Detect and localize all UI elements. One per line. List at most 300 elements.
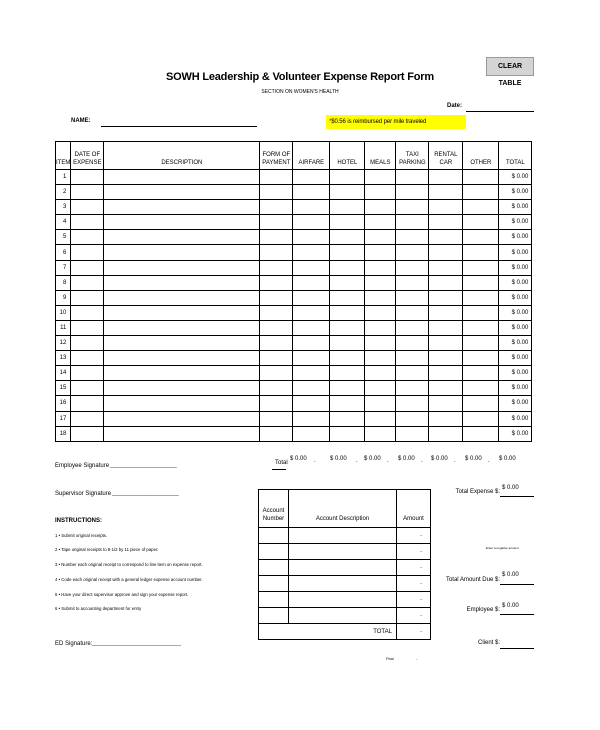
date-cell[interactable] [71, 320, 104, 335]
ed-signature-field[interactable]: ________________________________ [92, 641, 181, 647]
hotel-cell[interactable] [330, 215, 365, 230]
instruction-item: 6 • Submit to accounting department for entry [55, 606, 142, 611]
row-total-cell: $ 0.00 [499, 381, 532, 396]
airfare-cell[interactable] [293, 200, 330, 215]
row-total-cell: $ 0.00 [499, 260, 532, 275]
total-airfare: $ 0.00 [290, 456, 307, 462]
description-cell[interactable] [104, 260, 260, 275]
other-cell[interactable] [463, 170, 499, 185]
item-cell: 7 [56, 260, 71, 275]
meals-cell[interactable] [365, 275, 396, 290]
account-footnote: Final [386, 657, 394, 661]
page-subtitle: SECTION ON WOMEN'S HEALTH [261, 89, 339, 95]
account-row [259, 528, 431, 544]
airfare-cell[interactable] [293, 170, 330, 185]
col-item: ITEM [56, 142, 71, 170]
table-row [56, 260, 532, 275]
description-cell[interactable] [104, 381, 260, 396]
airfare-cell[interactable] [293, 411, 330, 426]
rental-cell[interactable] [429, 170, 463, 185]
rental-cell[interactable] [429, 411, 463, 426]
total-expense-value: $ 0.00 [502, 485, 519, 491]
table-row [56, 245, 532, 260]
col-acct-line2: Number [262, 516, 285, 522]
other-cell[interactable] [463, 275, 499, 290]
table-row [56, 320, 532, 335]
meals-cell[interactable] [365, 290, 396, 305]
totals-underline [272, 469, 286, 470]
table-row [56, 396, 532, 411]
date-cell[interactable] [71, 396, 104, 411]
account-number-cell[interactable] [259, 560, 289, 576]
col-account-description: Account Description [289, 490, 397, 528]
meals-cell[interactable] [365, 305, 396, 320]
row-total-cell: $ 0.00 [499, 305, 532, 320]
amount-cell: - [397, 544, 431, 560]
other-cell[interactable] [463, 290, 499, 305]
account-row [259, 608, 431, 624]
taxi-cell[interactable] [396, 170, 429, 185]
other-cell[interactable] [463, 200, 499, 215]
description-cell[interactable] [104, 411, 260, 426]
taxi-cell[interactable] [396, 245, 429, 260]
rental-cell[interactable] [429, 426, 463, 441]
payment-cell[interactable] [260, 426, 293, 441]
table-row [56, 185, 532, 200]
col-date [71, 142, 104, 170]
supervisor-signature-label: Supervisor Signature [55, 491, 112, 497]
rental-cell[interactable] [429, 305, 463, 320]
total-sep: . [421, 458, 423, 464]
payment-cell[interactable] [260, 366, 293, 381]
hotel-cell[interactable] [330, 200, 365, 215]
total-sep: . [356, 458, 358, 464]
item-cell: 13 [56, 351, 71, 366]
account-description-cell[interactable] [289, 608, 397, 624]
table-header-row [56, 142, 532, 170]
account-number-cell[interactable] [259, 528, 289, 544]
col-rental-car [429, 142, 463, 170]
client-amount-label: Client $: [477, 640, 500, 646]
mileage-notice [326, 115, 466, 129]
taxi-cell[interactable] [396, 396, 429, 411]
payment-cell[interactable] [260, 381, 293, 396]
meals-cell[interactable] [365, 260, 396, 275]
description-cell[interactable] [104, 245, 260, 260]
item-cell: 8 [56, 275, 71, 290]
date-cell[interactable] [71, 275, 104, 290]
col-form-line2: PAYMENT [262, 160, 291, 166]
description-cell[interactable] [104, 396, 260, 411]
account-number-cell[interactable] [259, 592, 289, 608]
account-description-cell[interactable] [289, 544, 397, 560]
total-meals: $ 0.00 [364, 456, 381, 462]
rental-cell[interactable] [429, 230, 463, 245]
meals-cell[interactable] [365, 170, 396, 185]
description-cell[interactable] [104, 351, 260, 366]
item-cell: 18 [56, 426, 71, 441]
payment-cell[interactable] [260, 275, 293, 290]
airfare-cell[interactable] [293, 366, 330, 381]
hotel-cell[interactable] [330, 230, 365, 245]
table-row [56, 426, 532, 441]
total-sep: . [387, 458, 389, 464]
col-date-line2: EXPENSE [73, 160, 102, 166]
instruction-item: 3 • Number each original receipt to correspond to line item on expense report. [55, 562, 203, 567]
item-cell: 16 [56, 396, 71, 411]
description-cell[interactable] [104, 170, 260, 185]
account-total-value: - [397, 624, 431, 640]
date-cell[interactable] [71, 260, 104, 275]
totals-label: Total [275, 460, 288, 466]
description-cell[interactable] [104, 336, 260, 351]
col-description: DESCRIPTION [104, 142, 260, 170]
other-cell[interactable] [463, 351, 499, 366]
payment-cell[interactable] [260, 245, 293, 260]
hotel-cell[interactable] [330, 366, 365, 381]
col-taxi-line1: TAXI [405, 152, 419, 158]
rental-cell[interactable] [429, 320, 463, 335]
date-label: Date: [447, 103, 463, 109]
meals-cell[interactable] [365, 215, 396, 230]
date-cell[interactable] [71, 200, 104, 215]
airfare-cell[interactable] [293, 351, 330, 366]
total-rental: $ 0.00 [431, 456, 448, 462]
account-row [259, 560, 431, 576]
item-cell: 5 [56, 230, 71, 245]
row-total-cell: $ 0.00 [499, 230, 532, 245]
hotel-cell[interactable] [330, 245, 365, 260]
meals-cell[interactable] [365, 230, 396, 245]
airfare-cell[interactable] [293, 305, 330, 320]
meals-cell[interactable] [365, 366, 396, 381]
airfare-cell[interactable] [293, 215, 330, 230]
description-cell[interactable] [104, 200, 260, 215]
total-expense-label: Total Expense $: [455, 489, 500, 495]
hotel-cell[interactable] [330, 396, 365, 411]
table-row [56, 290, 532, 305]
payment-cell[interactable] [260, 185, 293, 200]
account-number-cell[interactable] [259, 576, 289, 592]
airfare-cell[interactable] [293, 336, 330, 351]
employee-amount-line [500, 614, 534, 615]
table-row [56, 366, 532, 381]
airfare-cell[interactable] [293, 275, 330, 290]
col-taxi-line2: PARKING [399, 160, 426, 166]
taxi-cell[interactable] [396, 366, 429, 381]
date-cell[interactable] [71, 170, 104, 185]
rental-cell[interactable] [429, 275, 463, 290]
amount-due-line [500, 584, 534, 585]
taxi-cell[interactable] [396, 336, 429, 351]
airfare-cell[interactable] [293, 230, 330, 245]
row-total-cell: $ 0.00 [499, 351, 532, 366]
total-expense-line [500, 496, 534, 497]
meals-cell[interactable] [365, 411, 396, 426]
date-cell[interactable] [71, 411, 104, 426]
hotel-cell[interactable] [330, 260, 365, 275]
row-total-cell: $ 0.00 [499, 426, 532, 441]
col-date-line1: DATE OF [74, 152, 101, 158]
negative-amount-note: Enter a negative amount [486, 546, 519, 550]
taxi-cell[interactable] [396, 185, 429, 200]
taxi-cell[interactable] [396, 426, 429, 441]
item-cell: 4 [56, 215, 71, 230]
description-cell[interactable] [104, 230, 260, 245]
meals-cell[interactable] [365, 336, 396, 351]
rental-cell[interactable] [429, 366, 463, 381]
item-cell: 10 [56, 305, 71, 320]
account-number-cell[interactable] [259, 608, 289, 624]
other-cell[interactable] [463, 396, 499, 411]
other-cell[interactable] [463, 366, 499, 381]
payment-cell[interactable] [260, 320, 293, 335]
airfare-cell[interactable] [293, 396, 330, 411]
amount-cell: - [397, 608, 431, 624]
row-total-cell: $ 0.00 [499, 245, 532, 260]
taxi-cell[interactable] [396, 200, 429, 215]
table-row [56, 215, 532, 230]
meals-cell[interactable] [365, 200, 396, 215]
col-rental-line2: CAR [439, 160, 453, 166]
total-sep: . [314, 458, 316, 464]
total-sep: . [488, 458, 490, 464]
row-total-cell: $ 0.00 [499, 336, 532, 351]
hotel-cell[interactable] [330, 290, 365, 305]
description-cell[interactable] [104, 185, 260, 200]
expense-table [55, 141, 532, 442]
item-cell: 6 [56, 245, 71, 260]
amount-due-label: Total Amount Due $: [445, 577, 500, 583]
date-cell[interactable] [71, 215, 104, 230]
account-table [258, 489, 431, 640]
other-cell[interactable] [463, 381, 499, 396]
airfare-cell[interactable] [293, 320, 330, 335]
payment-cell[interactable] [260, 170, 293, 185]
taxi-cell[interactable] [396, 260, 429, 275]
other-cell[interactable] [463, 320, 499, 335]
total-sep: . [454, 458, 456, 464]
hotel-cell[interactable] [330, 426, 365, 441]
payment-cell[interactable] [260, 230, 293, 245]
airfare-cell[interactable] [293, 260, 330, 275]
other-cell[interactable] [463, 411, 499, 426]
employee-signature-field[interactable]: ________________________ [110, 463, 177, 469]
date-cell[interactable] [71, 366, 104, 381]
total-hotel: $ 0.00 [330, 456, 347, 462]
rental-cell[interactable] [429, 396, 463, 411]
payment-cell[interactable] [260, 305, 293, 320]
amount-cell: - [397, 528, 431, 544]
account-header-row [259, 490, 431, 528]
date-cell[interactable] [71, 245, 104, 260]
col-acct-line1: Account [262, 508, 285, 514]
name-field[interactable] [101, 126, 257, 127]
hotel-cell[interactable] [330, 275, 365, 290]
col-total: TOTAL [499, 142, 532, 170]
payment-cell[interactable] [260, 411, 293, 426]
taxi-cell[interactable] [396, 290, 429, 305]
row-total-cell: $ 0.00 [499, 366, 532, 381]
description-cell[interactable] [104, 290, 260, 305]
item-cell: 15 [56, 381, 71, 396]
meals-cell[interactable] [365, 245, 396, 260]
col-rental-line1: RENTAL [434, 152, 458, 158]
meals-cell[interactable] [365, 381, 396, 396]
taxi-cell[interactable] [396, 305, 429, 320]
col-meals: MEALS [365, 142, 396, 170]
col-amount: Amount [397, 490, 431, 528]
table-row [56, 170, 532, 185]
description-cell[interactable] [104, 305, 260, 320]
employee-amount-label: Employee $: [466, 607, 500, 613]
hotel-cell[interactable] [330, 351, 365, 366]
page-title: SOWH Leadership & Volunteer Expense Report Form [166, 71, 434, 83]
rental-cell[interactable] [429, 290, 463, 305]
hotel-cell[interactable] [330, 320, 365, 335]
col-account-number [259, 490, 289, 528]
meals-cell[interactable] [365, 351, 396, 366]
item-cell: 12 [56, 336, 71, 351]
amount-due-value: $ 0.00 [502, 572, 519, 578]
instructions-title: INSTRUCTIONS: [55, 518, 102, 524]
rental-cell[interactable] [429, 245, 463, 260]
account-number-cell[interactable] [259, 544, 289, 560]
other-cell[interactable] [463, 426, 499, 441]
ed-signature-label: ED Signature: [55, 641, 93, 647]
item-cell: 3 [56, 200, 71, 215]
date-cell[interactable] [71, 305, 104, 320]
payment-cell[interactable] [260, 290, 293, 305]
hotel-cell[interactable] [330, 336, 365, 351]
item-cell: 1 [56, 170, 71, 185]
row-total-cell: $ 0.00 [499, 411, 532, 426]
payment-cell[interactable] [260, 351, 293, 366]
other-cell[interactable] [463, 336, 499, 351]
other-cell[interactable] [463, 305, 499, 320]
item-cell: 14 [56, 366, 71, 381]
row-total-cell: $ 0.00 [499, 275, 532, 290]
payment-cell[interactable] [260, 215, 293, 230]
table-row [56, 336, 532, 351]
rental-cell[interactable] [429, 381, 463, 396]
item-cell: 2 [56, 185, 71, 200]
row-total-cell: $ 0.00 [499, 200, 532, 215]
item-cell: 9 [56, 290, 71, 305]
taxi-cell[interactable] [396, 320, 429, 335]
meals-cell[interactable] [365, 426, 396, 441]
date-cell[interactable] [71, 351, 104, 366]
employee-signature-label: Employee Signature [55, 463, 110, 469]
other-cell[interactable] [463, 215, 499, 230]
rental-cell[interactable] [429, 185, 463, 200]
amount-cell: - [397, 560, 431, 576]
row-total-cell: $ 0.00 [499, 185, 532, 200]
table-row [56, 411, 532, 426]
taxi-cell[interactable] [396, 230, 429, 245]
clear-table-button[interactable]: CLEAR TABLE [486, 57, 534, 76]
hotel-cell[interactable] [330, 185, 365, 200]
notice-text: $0.56 is reimbursed per mile traveled [331, 119, 427, 125]
taxi-cell[interactable] [396, 215, 429, 230]
description-cell[interactable] [104, 215, 260, 230]
date-cell[interactable] [71, 185, 104, 200]
description-cell[interactable] [104, 426, 260, 441]
row-total-cell: $ 0.00 [499, 290, 532, 305]
hotel-cell[interactable] [330, 381, 365, 396]
airfare-cell[interactable] [293, 290, 330, 305]
meals-cell[interactable] [365, 320, 396, 335]
airfare-cell[interactable] [293, 381, 330, 396]
date-cell[interactable] [71, 290, 104, 305]
employee-amount-value: $ 0.00 [502, 603, 519, 609]
meals-cell[interactable] [365, 396, 396, 411]
description-cell[interactable] [104, 320, 260, 335]
taxi-cell[interactable] [396, 351, 429, 366]
other-cell[interactable] [463, 260, 499, 275]
payment-cell[interactable] [260, 336, 293, 351]
total-other: $ 0.00 [465, 456, 482, 462]
name-label: NAME: [71, 118, 91, 124]
meals-cell[interactable] [365, 185, 396, 200]
airfare-cell[interactable] [293, 245, 330, 260]
rental-cell[interactable] [429, 200, 463, 215]
rental-cell[interactable] [429, 260, 463, 275]
taxi-cell[interactable] [396, 275, 429, 290]
description-cell[interactable] [104, 275, 260, 290]
date-cell[interactable] [71, 336, 104, 351]
airfare-cell[interactable] [293, 185, 330, 200]
payment-cell[interactable] [260, 396, 293, 411]
date-cell[interactable] [71, 426, 104, 441]
date-cell[interactable] [71, 381, 104, 396]
account-total-label: TOTAL [259, 624, 397, 640]
table-row [56, 351, 532, 366]
rental-cell[interactable] [429, 351, 463, 366]
table-row [56, 381, 532, 396]
account-row [259, 544, 431, 560]
payment-cell[interactable] [260, 200, 293, 215]
rental-cell[interactable] [429, 215, 463, 230]
account-total-row [259, 624, 431, 640]
col-other: OTHER [463, 142, 499, 170]
account-description-cell[interactable] [289, 576, 397, 592]
hotel-cell[interactable] [330, 170, 365, 185]
instruction-item: 5 • Have your direct supervisor approve and sign your expense report. [55, 592, 189, 597]
account-description-cell[interactable] [289, 560, 397, 576]
hotel-cell[interactable] [330, 411, 365, 426]
description-cell[interactable] [104, 366, 260, 381]
date-field[interactable] [466, 111, 534, 112]
date-cell[interactable] [71, 230, 104, 245]
payment-cell[interactable] [260, 260, 293, 275]
hotel-cell[interactable] [330, 305, 365, 320]
other-cell[interactable] [463, 185, 499, 200]
airfare-cell[interactable] [293, 426, 330, 441]
account-row [259, 576, 431, 592]
account-description-cell[interactable] [289, 592, 397, 608]
other-cell[interactable] [463, 230, 499, 245]
other-cell[interactable] [463, 245, 499, 260]
row-total-cell: $ 0.00 [499, 170, 532, 185]
supervisor-signature-field[interactable]: ________________________ [112, 491, 179, 497]
col-form-of-payment [260, 142, 293, 170]
taxi-cell[interactable] [396, 381, 429, 396]
account-description-cell[interactable] [289, 528, 397, 544]
rental-cell[interactable] [429, 336, 463, 351]
taxi-cell[interactable] [396, 411, 429, 426]
col-taxi-parking [396, 142, 429, 170]
